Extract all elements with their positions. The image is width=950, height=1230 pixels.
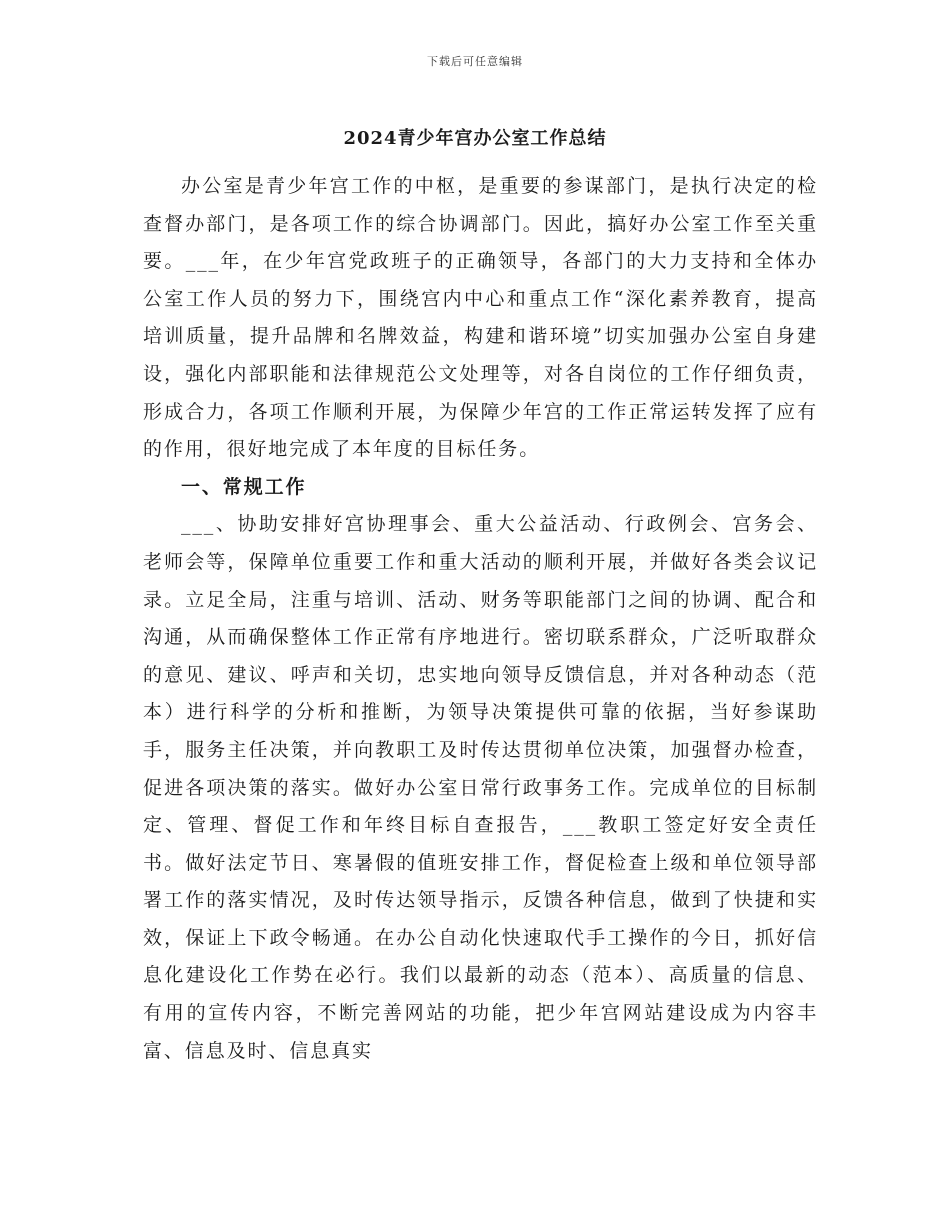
section-heading-routine-work: 一、常规工作	[181, 475, 307, 498]
page-header-note: 下载后可任意编辑	[427, 55, 523, 68]
document-body	[143, 168, 818, 1070]
intro-paragraph: 办公室是青少年宫工作的中枢，是重要的参谋部门，是执行决定的检查督办部门，是各项工作的综合协调部门。因此，搞好办公室工作至关重要。___年，在少年宫党政班子的正确领导，各部门的大力支持和全体办公室工作人员的努力下，围绕宫内中心和重点工作“深化素养教育，提高培训质量，提升品牌和名牌效益，构建和谐环境”切实加强办公室自身建设，强化内部职能和法律规范公文处理等，对各自岗位的工作仔细负责，形成合力，各项工作顺利开展，为保障少年宫的工作正常运转发挥了应有的作用，很好地完成了本年度的目标任务。	[143, 175, 818, 461]
document-title: 2024青少年宫办公室工作总结	[343, 128, 607, 149]
routine-work-paragraph: ___、协助安排好宫协理事会、重大公益活动、行政例会、宫务会、老师会等，保障单位重要工作和重大活动的顺利开展，并做好各类会议记录。立足全局，注重与培训、活动、财务等职能部门之间的协调、配合和沟通，从而确保整体工作正常有序地进行。密切联系群众，广泛听取群众的意见、建议、呼声和关切，忠实地向领导反馈信息，并对各种动态（范本）进行科学的分析和推断，为领导决策提供可靠的依据，当好参谋助手，服务主任决策，并向教职工及时传达贯彻单位决策，加强督办检查，促进各项决策的落实。做好办公室日常行政事务工作。完成单位的目标制定、管理、督促工作和年终目标自查报告，___教职工签定好安全责任书。做好法定节日、寒暑假的值班安排工作，督促检查上级和单位领导部署工作的落实情况，及时传达领导指示，反馈各种信息，做到了快捷和实效，保证上下政令畅通。在办公自动化快速取代手工操作的今日，抓好信息化建设化工作势在必行。我们以最新的动态（范本）、高质量的信息、有用的宣传内容，不断完善网站的功能，把少年宫网站建设成为内容丰富、信息及时、信息真实	[143, 513, 818, 1062]
